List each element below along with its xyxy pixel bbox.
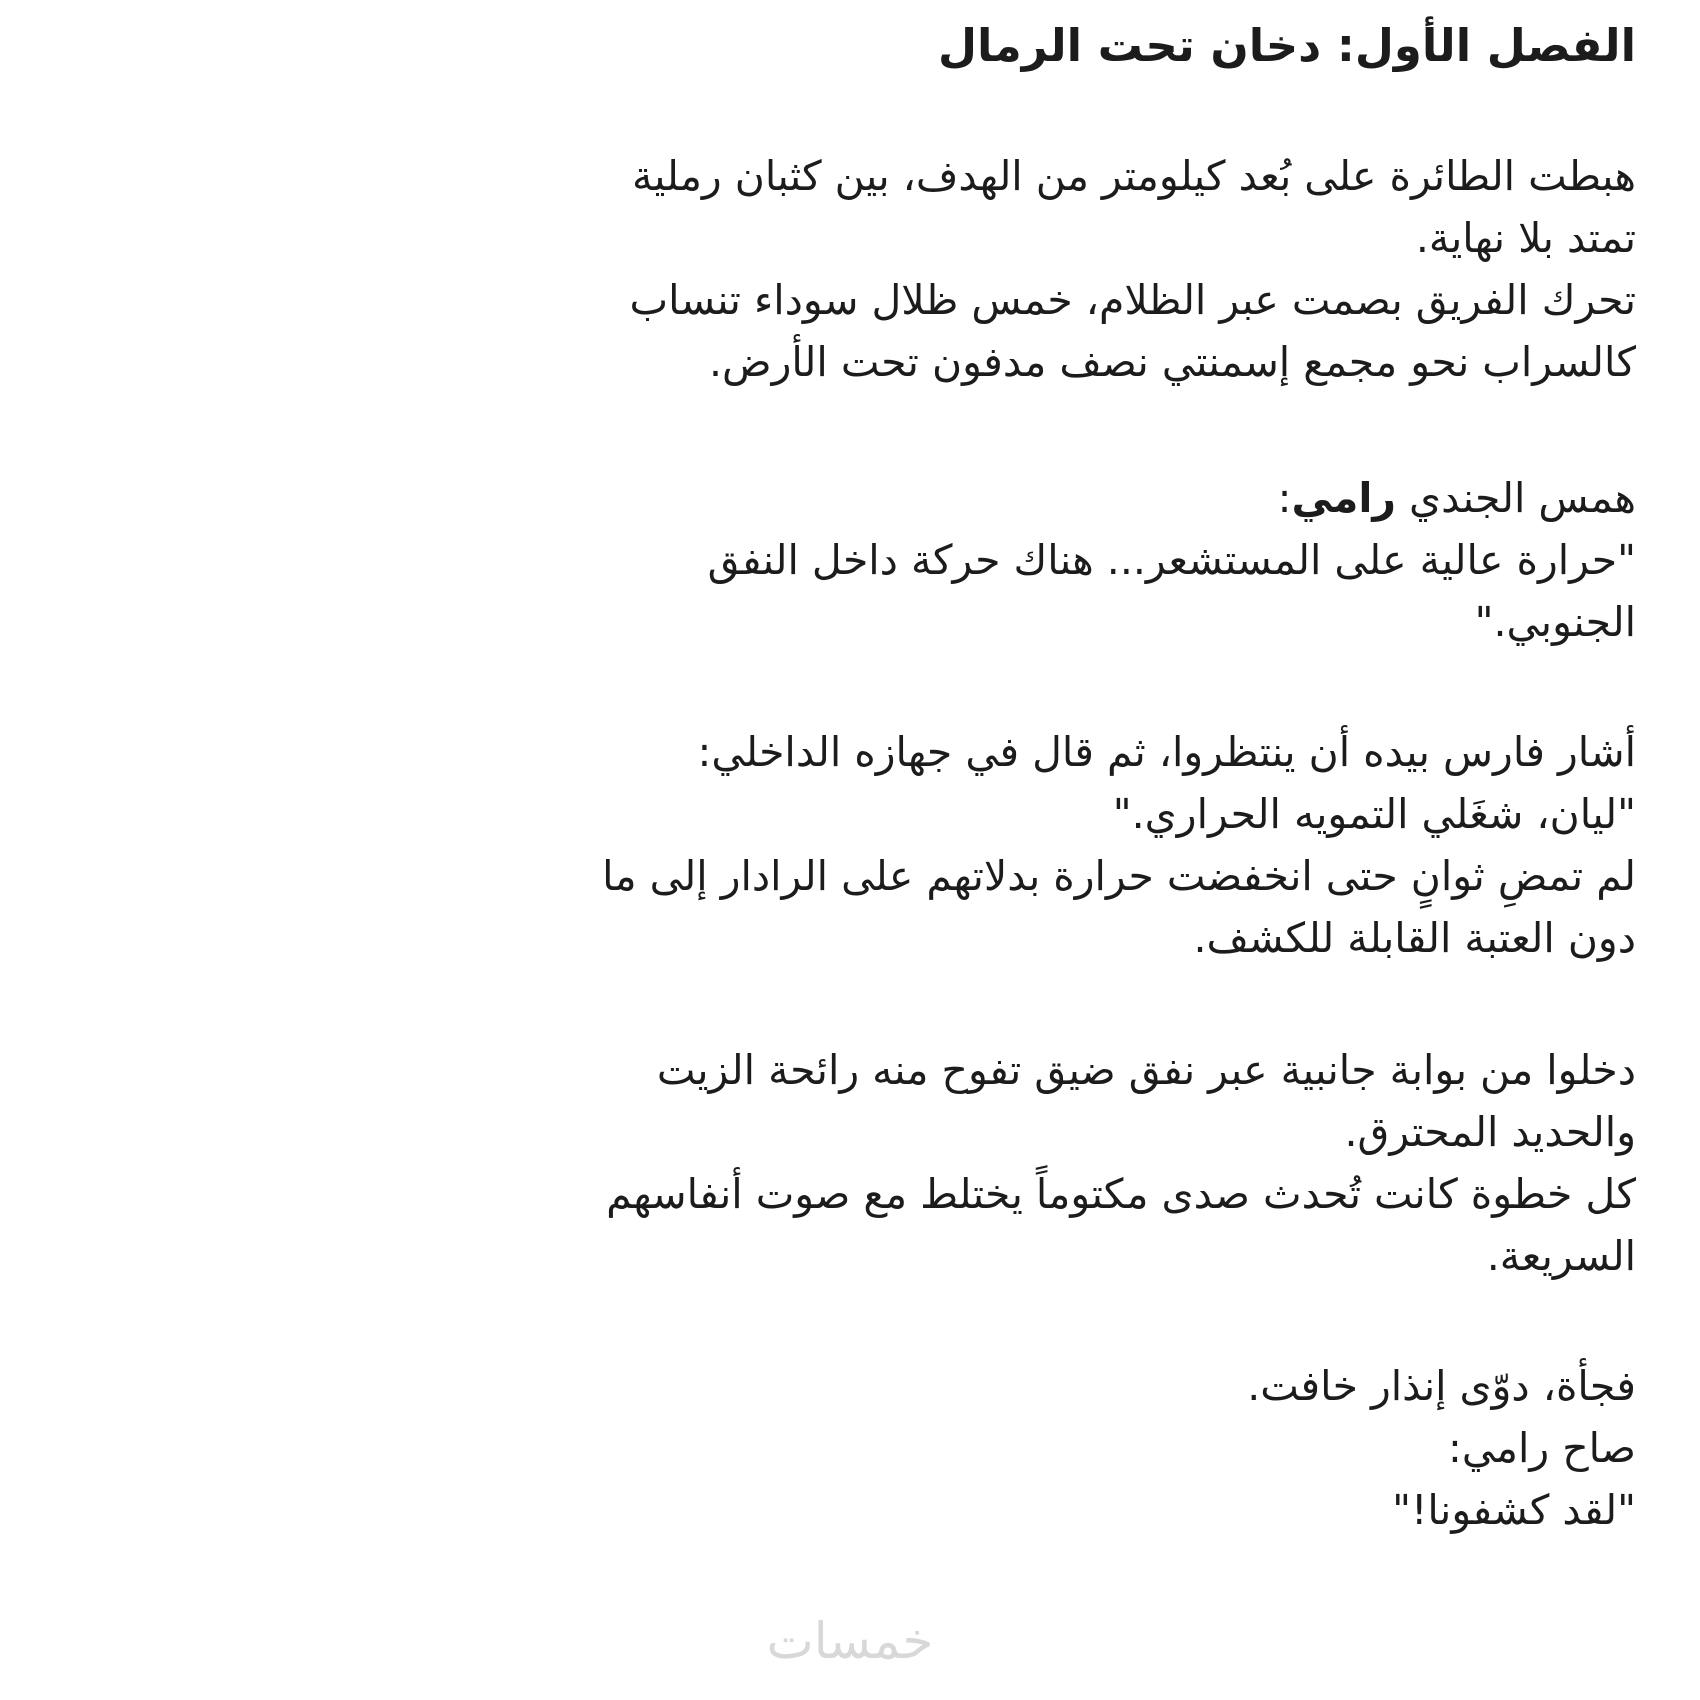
- paragraph-3-line-2: "ليان، شغَلي التمويه الحراري.": [1112, 790, 1636, 838]
- paragraph-2-line-2: "حرارة عالية على المستشعر... هناك حركة داخل النفق: [707, 536, 1636, 584]
- paragraph-4-line-1: دخلوا من بوابة جانبية عبر نفق ضيق تفوح منه رائحة الزيت: [656, 1046, 1636, 1094]
- paragraph-3-line-4: دون العتبة القابلة للكشف.: [1193, 914, 1636, 962]
- paragraph-3-line-3: لم تمضِ ثوانٍ حتى انخفضت حرارة بدلاتهم على الرادار إلى ما: [602, 852, 1636, 900]
- chapter-title: الفصل الأول: دخان تحت الرمال: [937, 19, 1636, 72]
- paragraph-1-line-2: تمتد بلا نهاية.: [1415, 214, 1636, 262]
- paragraph-5-line-3: "لقد كشفونا!": [1392, 1486, 1636, 1534]
- paragraph-1-line-4: كالسراب نحو مجمع إسمنتي نصف مدفون تحت الأرض.: [709, 338, 1636, 386]
- paragraph-5-line-2: صاح رامي:: [1448, 1424, 1636, 1472]
- paragraph-2-line-3: الجنوبي.": [1474, 598, 1636, 646]
- paragraph-5-line-1: فجأة، دوّى إنذار خافت.: [1247, 1362, 1636, 1410]
- speaker-name: رامي: [1291, 474, 1396, 522]
- paragraph-4-line-4: السريعة.: [1486, 1232, 1636, 1280]
- watermark-logo: خمسات: [766, 1612, 934, 1670]
- speaker-intro: همس الجندي: [1396, 474, 1636, 522]
- paragraph-2-line-1: [56, 470, 1636, 526]
- paragraph-3-line-1: أشار فارس بيده أن ينتظروا، ثم قال في جهازه الداخلي:: [697, 728, 1636, 776]
- paragraph-1-line-1: هبطت الطائرة على بُعد كيلومتر من الهدف، بين كثبان رملية: [632, 152, 1636, 200]
- paragraph-4-line-3: كل خطوة كانت تُحدث صدى مكتوماً يختلط مع صوت أنفاسهم: [606, 1170, 1636, 1218]
- speaker-colon: :: [1277, 474, 1292, 522]
- paragraph-1-line-3: تحرك الفريق بصمت عبر الظلام، خمس ظلال سوداء تنساب: [629, 276, 1636, 324]
- paragraph-4-line-2: والحديد المحترق.: [1344, 1108, 1636, 1156]
